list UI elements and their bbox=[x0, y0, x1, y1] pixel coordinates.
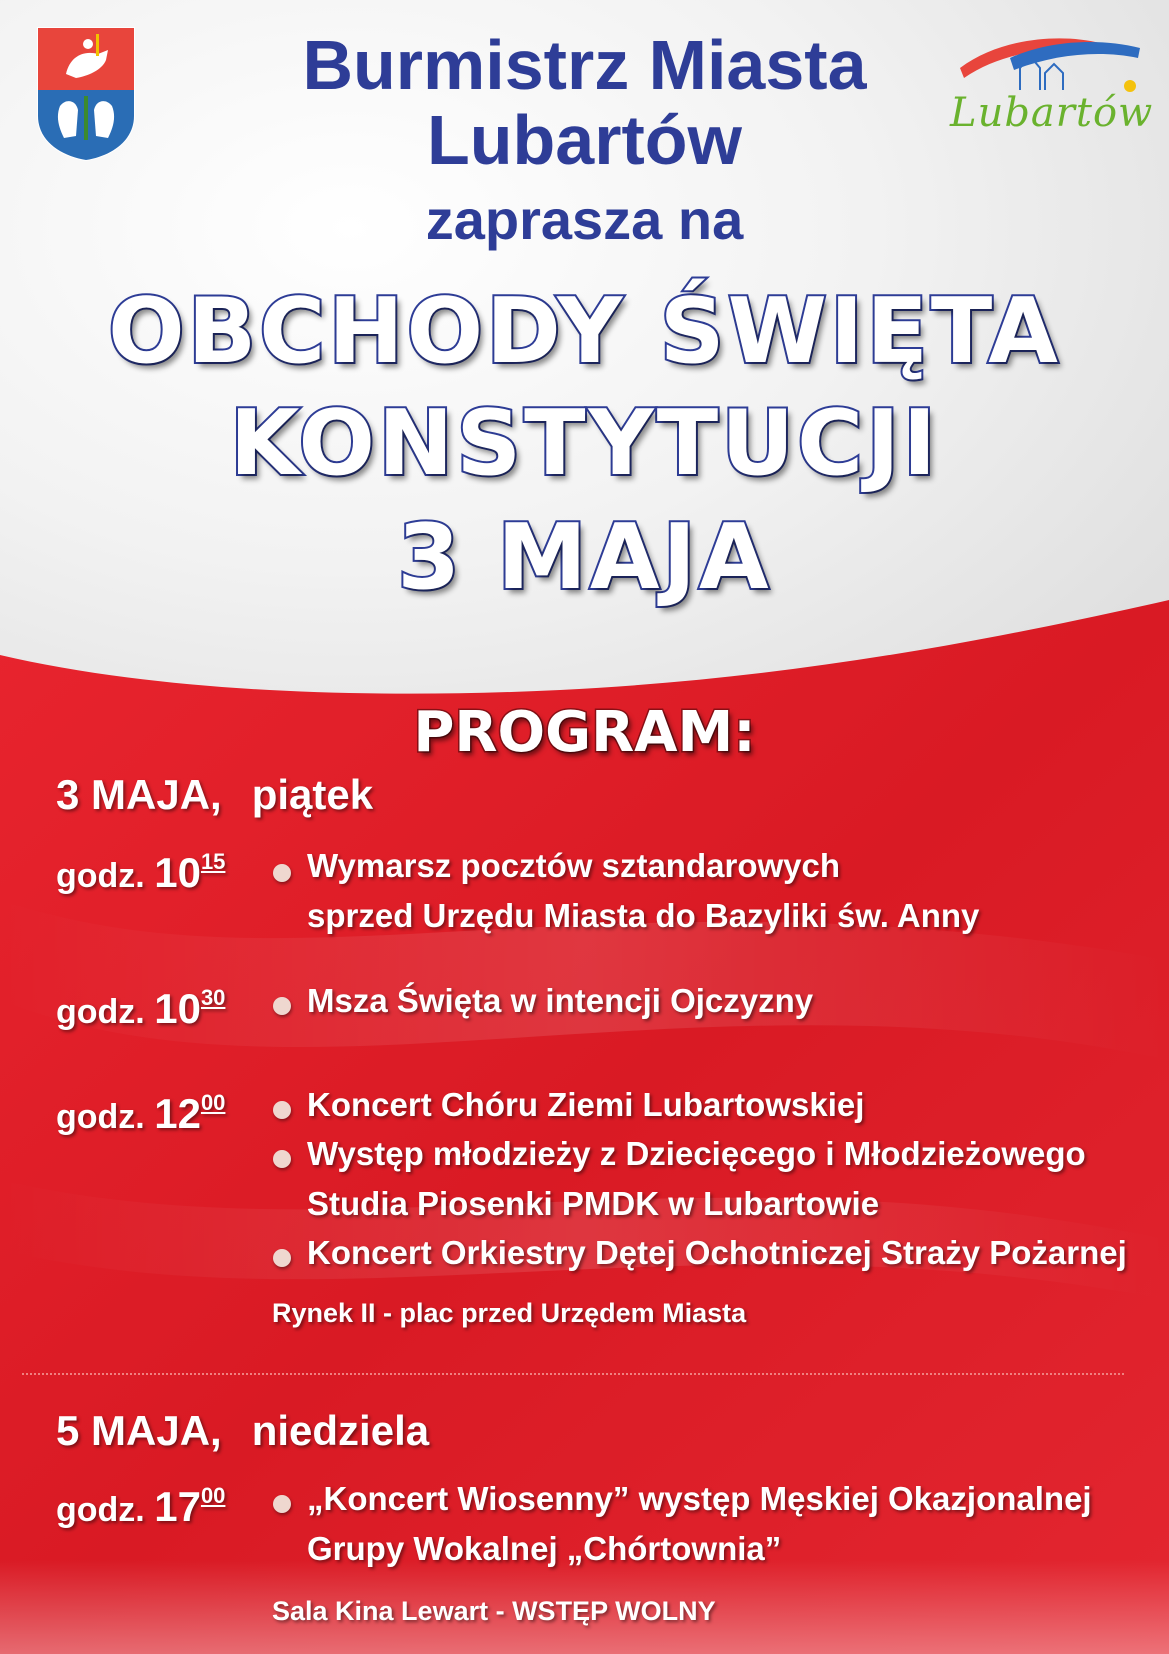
time-prefix: godz. bbox=[56, 1491, 145, 1529]
event-time bbox=[56, 1476, 225, 1530]
bullet-icon bbox=[273, 1495, 291, 1513]
time-minutes: 00 bbox=[200, 1090, 226, 1115]
event-item: Wymarsz pocztów sztandarowych bbox=[307, 847, 841, 884]
header-line-3: zaprasza na bbox=[425, 188, 744, 251]
event-item: Koncert Orkiestry Dętej Ochotniczej Straży Pożarnej bbox=[307, 1234, 1127, 1271]
day-1-date: 3 MAJA, bbox=[56, 771, 222, 818]
header-line-1: Burmistrz Miasta bbox=[302, 26, 867, 104]
event-item: Koncert Chóru Ziemi Lubartowskiej bbox=[307, 1086, 865, 1123]
bullet-icon bbox=[273, 864, 291, 882]
event-item: sprzed Urzędu Miasta do Bazyliki św. Anny bbox=[307, 897, 980, 934]
title-line-3: 3 MAJA bbox=[397, 505, 772, 610]
event-item: „Koncert Wiosenny” występ Męskiej Okazjonalnej bbox=[307, 1480, 1092, 1517]
event-place: Rynek II - plac przed Urzędem Miasta bbox=[272, 1298, 747, 1328]
time-prefix: godz. bbox=[56, 857, 145, 895]
day-2-weekday: niedziela bbox=[251, 1407, 430, 1454]
event-place: Sala Kina Lewart - WSTĘP WOLNY bbox=[272, 1596, 716, 1626]
time-hour: 10 bbox=[154, 985, 201, 1032]
time-minutes: 30 bbox=[200, 985, 226, 1010]
time-hour: 12 bbox=[154, 1090, 201, 1137]
event-item: Grupy Wokalnej „Chórtownia” bbox=[307, 1530, 782, 1567]
day-1-weekday: piątek bbox=[251, 771, 374, 818]
bullet-icon bbox=[273, 997, 291, 1015]
program-heading: PROGRAM: bbox=[413, 700, 756, 765]
day-2-heading bbox=[56, 1408, 429, 1454]
event-item: Występ młodzieży z Dziecięcego i Młodzieżowego bbox=[307, 1135, 1086, 1172]
time-prefix: godz. bbox=[56, 1098, 145, 1136]
title-line-1: OBCHODY ŚWIĘTA bbox=[108, 279, 1061, 384]
bullet-icon bbox=[273, 1249, 291, 1267]
day-2-date: 5 MAJA, bbox=[56, 1407, 222, 1454]
event-time bbox=[56, 1083, 225, 1137]
day-1-heading bbox=[56, 772, 373, 818]
logo-text: Lubartów bbox=[950, 90, 1154, 136]
bullet-icon bbox=[273, 1150, 291, 1168]
event-item: Msza Święta w intencji Ojczyzny bbox=[307, 982, 814, 1019]
time-hour: 10 bbox=[154, 849, 201, 896]
time-hour: 17 bbox=[154, 1483, 201, 1530]
time-minutes: 00 bbox=[200, 1483, 226, 1508]
event-time bbox=[56, 842, 225, 896]
header-line-2: Lubartów bbox=[427, 101, 742, 179]
bullet-icon bbox=[273, 1101, 291, 1119]
event-item: Studia Piosenki PMDK w Lubartowie bbox=[307, 1185, 880, 1222]
event-time bbox=[56, 978, 225, 1032]
title-line-2: KONSTYTUCJI bbox=[229, 391, 940, 496]
divider bbox=[22, 1373, 1124, 1375]
time-prefix: godz. bbox=[56, 993, 145, 1031]
time-minutes: 15 bbox=[200, 849, 226, 874]
